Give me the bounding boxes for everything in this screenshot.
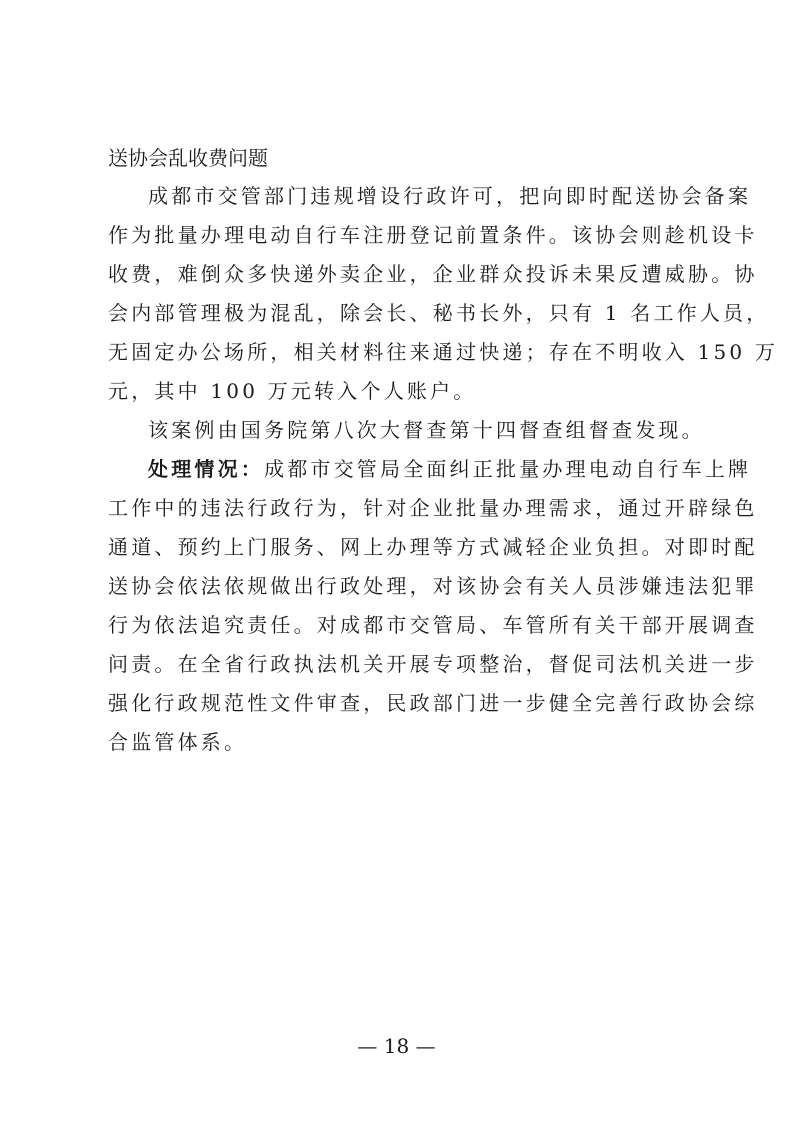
page-number: — 18 — bbox=[357, 1034, 436, 1058]
text-line: 该案例由国务院第八次大督查第十四督查组督查发现。 bbox=[148, 418, 705, 442]
text-line: 作为批量办理电动自行车注册登记前置条件。该协会则趁机设卡 bbox=[108, 223, 758, 247]
source-paragraph bbox=[108, 411, 705, 450]
text-line: 行为依法追究责任。对成都市交管局、车管所有关干部开展调查 bbox=[108, 613, 758, 637]
text-line: 问责。在全省行政执法机关开展专项整治，督促司法机关进一步 bbox=[108, 652, 758, 676]
text-line bbox=[108, 450, 752, 489]
section-heading: 送协会乱收费问题 bbox=[108, 146, 268, 170]
handling-first-line: 成都市交管局全面纠正批量办理电动自行车上牌 bbox=[264, 457, 752, 481]
text-line: 收费，难倒众多快递外卖企业，企业群众投诉未果反遭威胁。协 bbox=[108, 262, 758, 286]
text-line: 送协会依法依规做出行政处理，对该协会有关人员涉嫌违法犯罪 bbox=[108, 574, 758, 598]
text-line: 通道、预约上门服务、网上办理等方式减轻企业负担。对即时配 bbox=[108, 535, 758, 559]
text-line: 会内部管理极为混乱，除会长、秘书长外，只有 1 名工作人员， bbox=[108, 301, 770, 325]
text-line: 合监管体系。 bbox=[108, 730, 248, 754]
text-line: 强化行政规范性文件审查，民政部门进一步健全完善行政协会综 bbox=[108, 691, 758, 715]
handling-label: 处理情况： bbox=[148, 457, 264, 481]
text-line: 成都市交管部门违规增设行政许可，把向即时配送协会备案 bbox=[148, 184, 752, 208]
text-line: 工作中的违法行政行为，针对企业批量办理需求，通过开辟绿色 bbox=[108, 496, 758, 520]
case-paragraph bbox=[108, 177, 779, 411]
text-line: 无固定办公场所，相关材料往来通过快递；存在不明收入 150 万 bbox=[108, 340, 779, 364]
text-line: 元，其中 100 万元转入个人账户。 bbox=[108, 379, 477, 403]
handling-paragraph bbox=[108, 450, 758, 762]
